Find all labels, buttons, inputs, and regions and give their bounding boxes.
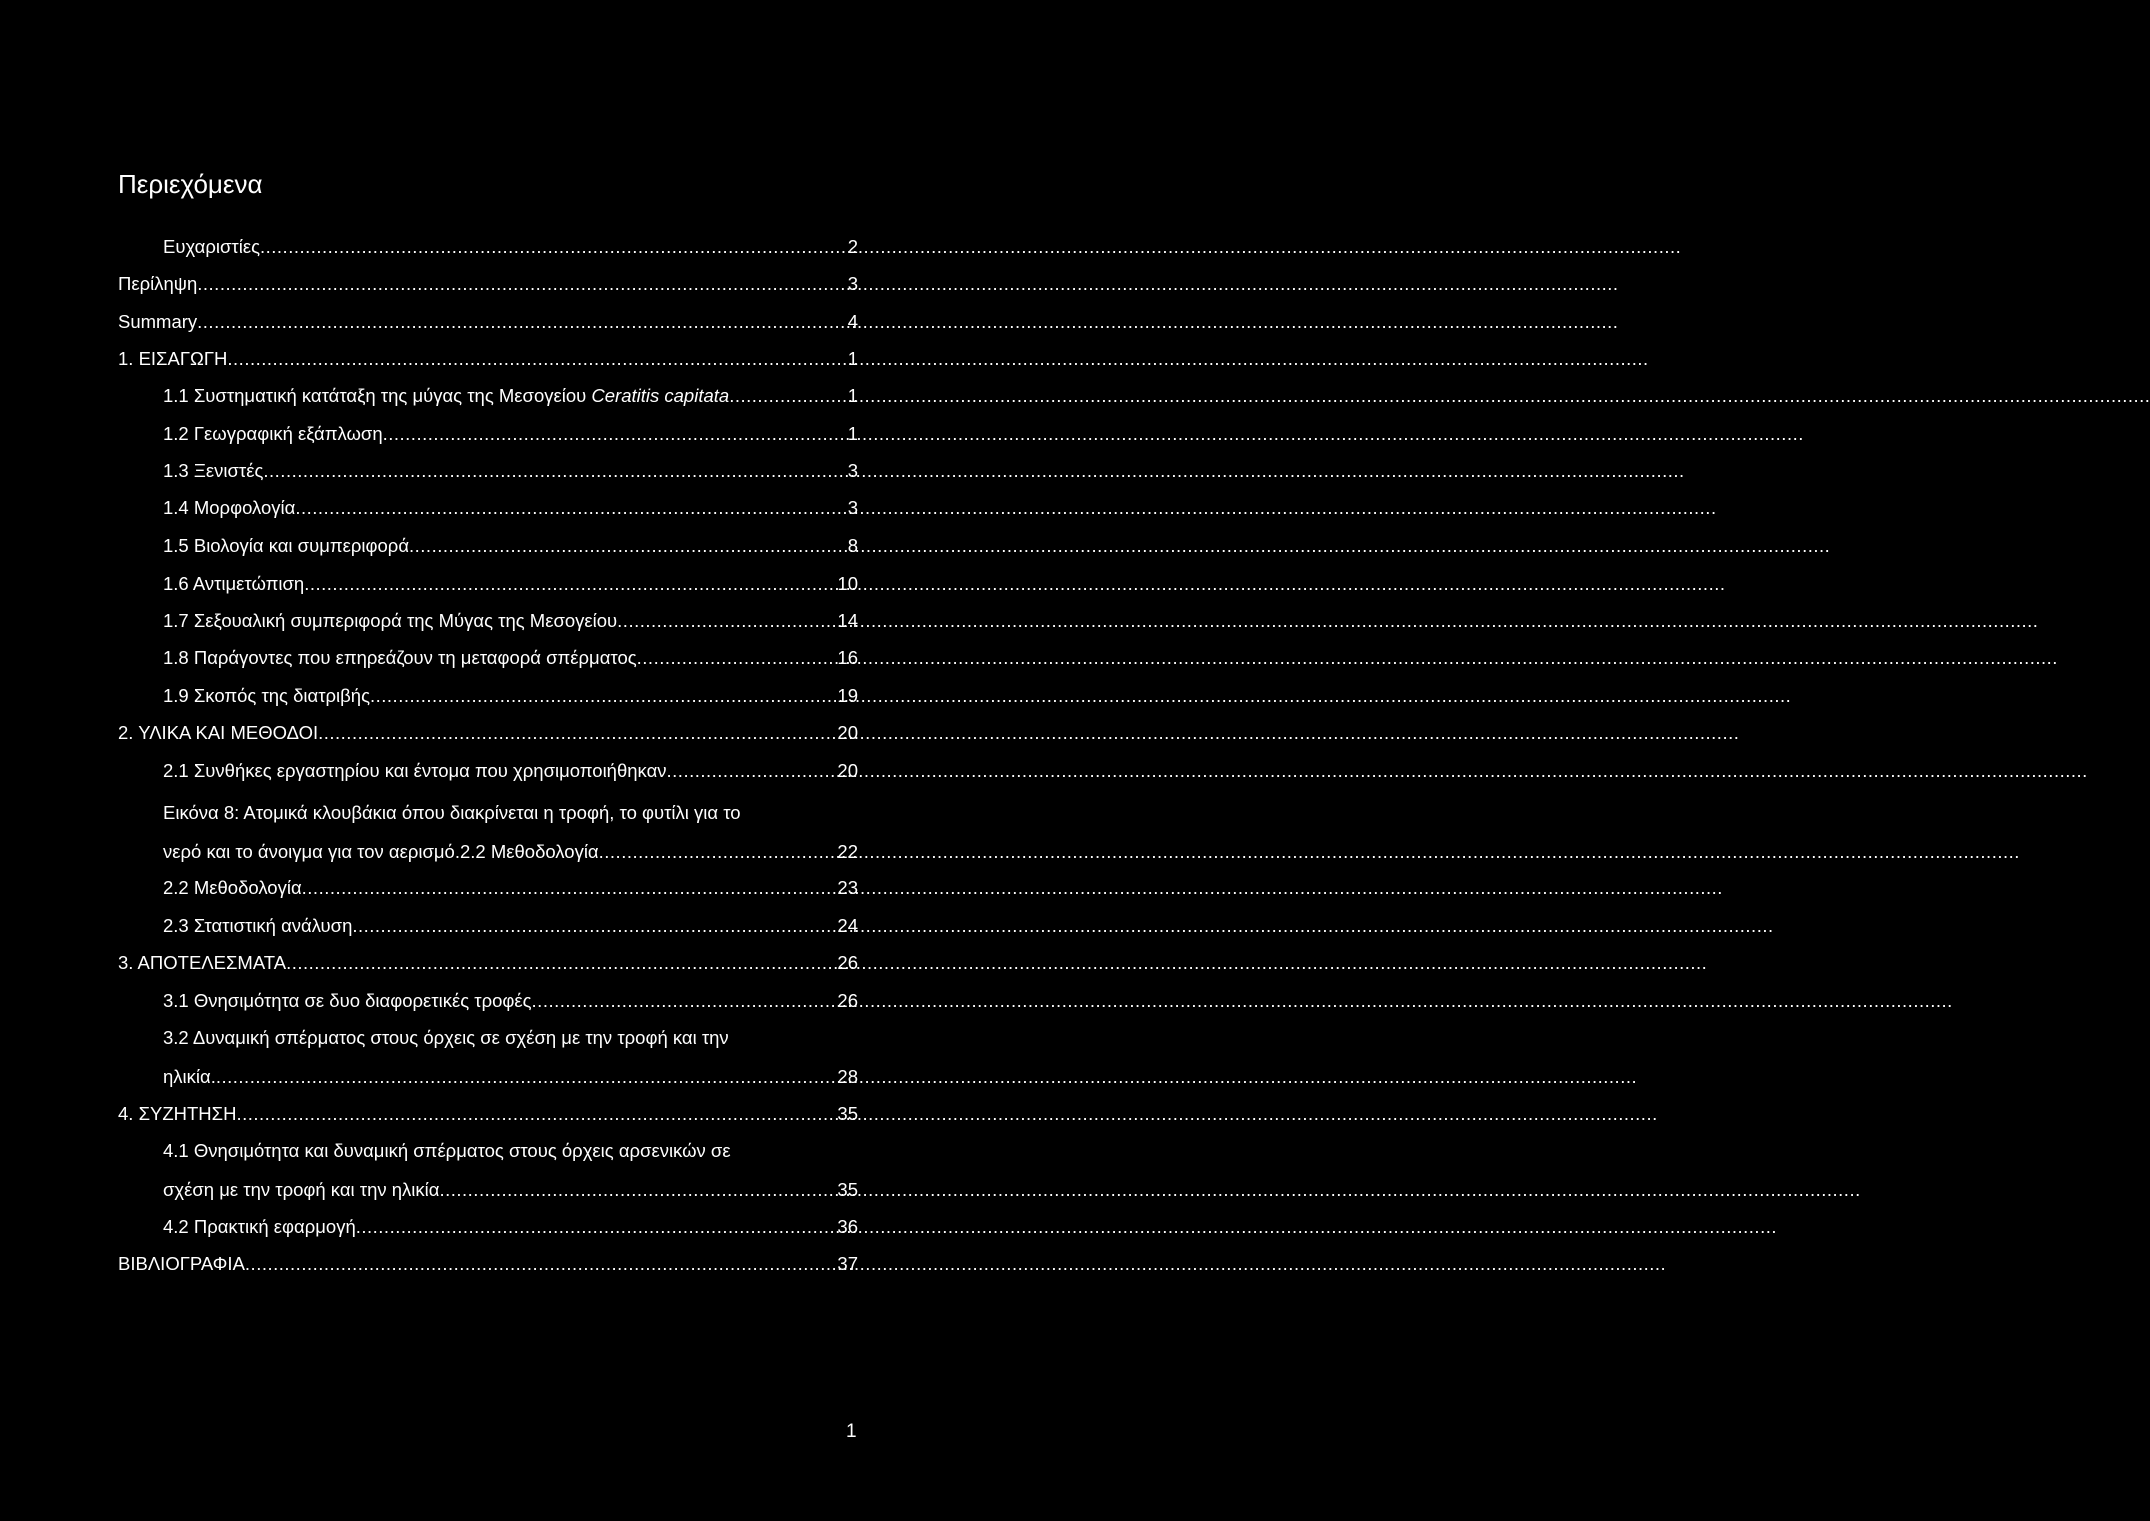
toc-leader-dots bbox=[304, 570, 835, 598]
toc-entry[interactable] bbox=[118, 270, 858, 298]
toc-entry-text: Summary bbox=[118, 311, 198, 332]
toc-entry-text: 1.7 Σεξουαλική συμπεριφορά της Μύγας της Μεσογείου bbox=[163, 610, 618, 631]
toc-entry-page: 28 bbox=[837, 1066, 858, 1087]
toc-entry-text: ηλικία. bbox=[163, 1066, 216, 1087]
toc-entry[interactable] bbox=[163, 420, 858, 448]
toc-entry-text: ΒΙΒΛΙΟΓΡΑΦΙΑ bbox=[118, 1253, 245, 1274]
toc-entry-text: 2.1 Συνθήκες εργαστηρίου και έντομα που χρησιμοποιήθηκαν bbox=[163, 760, 667, 781]
toc-entry-text: 4. ΣΥΖΗΤΗΣΗ bbox=[118, 1103, 237, 1124]
toc-leader-dots bbox=[409, 532, 846, 560]
toc-entry[interactable] bbox=[118, 345, 858, 373]
toc-leader-dots bbox=[197, 308, 846, 336]
toc-leader-dots bbox=[370, 682, 835, 710]
toc-entry-page: 8 bbox=[847, 535, 858, 556]
toc-entry-page: 14 bbox=[837, 610, 858, 631]
toc-leader-dots bbox=[295, 494, 845, 522]
toc-entry[interactable] bbox=[163, 1176, 858, 1204]
toc-entry-page: 10 bbox=[837, 573, 858, 594]
toc-leader-dots bbox=[617, 607, 835, 635]
toc-entry-page: 3 bbox=[847, 460, 858, 481]
toc-leader-dots bbox=[286, 949, 835, 977]
toc-leader-dots bbox=[236, 1100, 835, 1128]
toc-entry[interactable] bbox=[163, 494, 858, 522]
toc-leader-dots bbox=[318, 719, 835, 747]
toc-entry-text: 1.8 Παράγοντες που επηρεάζουν τη μεταφορά σπέρματος bbox=[163, 647, 637, 668]
toc-leader-dots bbox=[439, 1176, 835, 1204]
toc-entry-text: 1.5 Βιολογία και συμπεριφορά bbox=[163, 535, 410, 556]
toc-entry[interactable] bbox=[163, 1213, 858, 1241]
toc-leader-dots bbox=[729, 382, 846, 410]
toc-entry-text-main: 1.1 Συστηματική κατάταξη της μύγας της Μεσογείου bbox=[163, 385, 592, 406]
toc-leader-dots bbox=[532, 987, 836, 1015]
toc-entry-page: 22 bbox=[837, 841, 858, 862]
document-page bbox=[0, 0, 1024, 1521]
toc-entry[interactable] bbox=[118, 949, 858, 977]
toc-entry[interactable] bbox=[163, 838, 858, 866]
toc-entry-text: 3. ΑΠΟΤΕΛΕΣΜΑΤΑ bbox=[118, 952, 287, 973]
toc-entry-page: 1 bbox=[847, 348, 858, 369]
toc-entry[interactable] bbox=[118, 1250, 858, 1278]
toc-entry[interactable] bbox=[163, 570, 858, 598]
toc-entry-page: 19 bbox=[837, 685, 858, 706]
toc-entry-page: 16 bbox=[837, 647, 858, 668]
toc-entry[interactable] bbox=[163, 1063, 858, 1091]
toc-entry-page: 24 bbox=[837, 915, 858, 936]
toc-entry-page: 1 bbox=[847, 423, 858, 444]
toc-leader-dots bbox=[216, 1063, 836, 1091]
toc-entry[interactable] bbox=[163, 644, 858, 672]
toc-entry-page: 2 bbox=[847, 236, 858, 257]
toc-entry[interactable] bbox=[163, 233, 858, 261]
toc-entry-text: νερό και το άνοιγμα για τον αερισμό.2.2 Μεθοδολογία bbox=[163, 841, 599, 862]
toc-entry-text: Ευχαριστίες bbox=[163, 236, 260, 257]
toc-entry[interactable] bbox=[118, 308, 858, 336]
toc-entry-text: 1. ΕΙΣΑΓΩΓΗ bbox=[118, 348, 228, 369]
toc-entry-text: 3.1 Θνησιμότητα σε δυο διαφορετικές τροφές bbox=[163, 990, 532, 1011]
toc-entry-page: 1 bbox=[847, 385, 858, 406]
toc-entry-text: σχέση με την τροφή και την ηλικία bbox=[163, 1179, 440, 1200]
toc-leader-dots bbox=[263, 457, 845, 485]
toc-entry-text: 1.6 Αντιμετώπιση bbox=[163, 573, 305, 594]
toc-entry-text: 2. ΥΛΙΚΑ ΚΑΙ ΜΕΘΟΔΟΙ bbox=[118, 722, 319, 743]
toc-entry-page: 23 bbox=[837, 877, 858, 898]
toc-entry-text: 1.4 Μορφολογία bbox=[163, 497, 296, 518]
toc-leader-dots bbox=[245, 1250, 836, 1278]
toc-entry-text: Περίληψη bbox=[118, 273, 198, 294]
page-title: Περιεχόμενα bbox=[118, 169, 263, 199]
toc-entry-page: 37 bbox=[837, 1253, 858, 1274]
toc-entry-page: 26 bbox=[837, 990, 858, 1011]
toc-entry[interactable] bbox=[118, 1100, 858, 1128]
toc-entry-text: 2.2 Μεθοδολογία bbox=[163, 877, 302, 898]
toc-entry-page: 3 bbox=[847, 497, 858, 518]
toc-entry[interactable] bbox=[163, 874, 858, 902]
toc-entry-text: 1.3 Ξενιστές bbox=[163, 460, 264, 481]
toc-entry-page: 3 bbox=[847, 273, 858, 294]
toc-entry[interactable] bbox=[118, 719, 858, 747]
toc-entry[interactable] bbox=[163, 382, 858, 410]
toc-leader-dots bbox=[637, 644, 836, 672]
toc-entry-page: 20 bbox=[837, 760, 858, 781]
toc-leader-dots bbox=[302, 874, 836, 902]
toc-entry-page: 36 bbox=[837, 1216, 858, 1237]
toc-leader-dots bbox=[383, 420, 846, 448]
toc-leader-dots bbox=[197, 270, 845, 298]
toc-entry[interactable] bbox=[163, 912, 858, 940]
toc-entry[interactable] bbox=[163, 532, 858, 560]
toc-leader-dots bbox=[356, 1213, 836, 1241]
toc-entry[interactable] bbox=[163, 757, 858, 785]
toc-entry-page: 26 bbox=[837, 952, 858, 973]
toc-entry-text-species: Ceratitis capitata bbox=[591, 385, 730, 406]
toc-entry-text bbox=[163, 382, 729, 410]
toc-entry[interactable] bbox=[163, 682, 858, 710]
toc-leader-dots bbox=[260, 233, 846, 261]
toc-entry-text: 1.9 Σκοπός της διατριβής bbox=[163, 685, 370, 706]
page-number: 1 bbox=[846, 1421, 857, 1442]
toc-leader-dots bbox=[352, 912, 835, 940]
toc-entry-page: 4 bbox=[847, 311, 858, 332]
toc-leader-dots bbox=[227, 345, 845, 373]
toc-entry[interactable] bbox=[163, 987, 858, 1015]
toc-entry-text: 2.3 Στατιστική ανάλυση bbox=[163, 915, 353, 936]
toc-entry-text-line1: 3.2 Δυναμική σπέρματος στους όρχεις σε σχέση με την τροφή και την bbox=[163, 1027, 729, 1048]
toc-entry-text-line1: Εικόνα 8: Ατομικά κλουβάκια όπου διακρίνεται η τροφή, το φυτίλι για το bbox=[163, 802, 741, 823]
toc-entry[interactable] bbox=[163, 607, 858, 635]
toc-entry-page: 20 bbox=[837, 722, 858, 743]
toc-leader-dots bbox=[667, 757, 836, 785]
toc-entry-page: 35 bbox=[837, 1179, 858, 1200]
toc-entry-text: 4.2 Πρακτική εφαρμογή bbox=[163, 1216, 356, 1237]
toc-entry-page: 35 bbox=[837, 1103, 858, 1124]
toc-entry[interactable] bbox=[163, 457, 858, 485]
toc-entry-text: 1.2 Γεωγραφική εξάπλωση bbox=[163, 423, 383, 444]
toc-entry-text-line1: 4.1 Θνησιμότητα και δυναμική σπέρματος στους όρχεις αρσενικών σε bbox=[163, 1140, 731, 1161]
toc-leader-dots bbox=[599, 838, 836, 866]
